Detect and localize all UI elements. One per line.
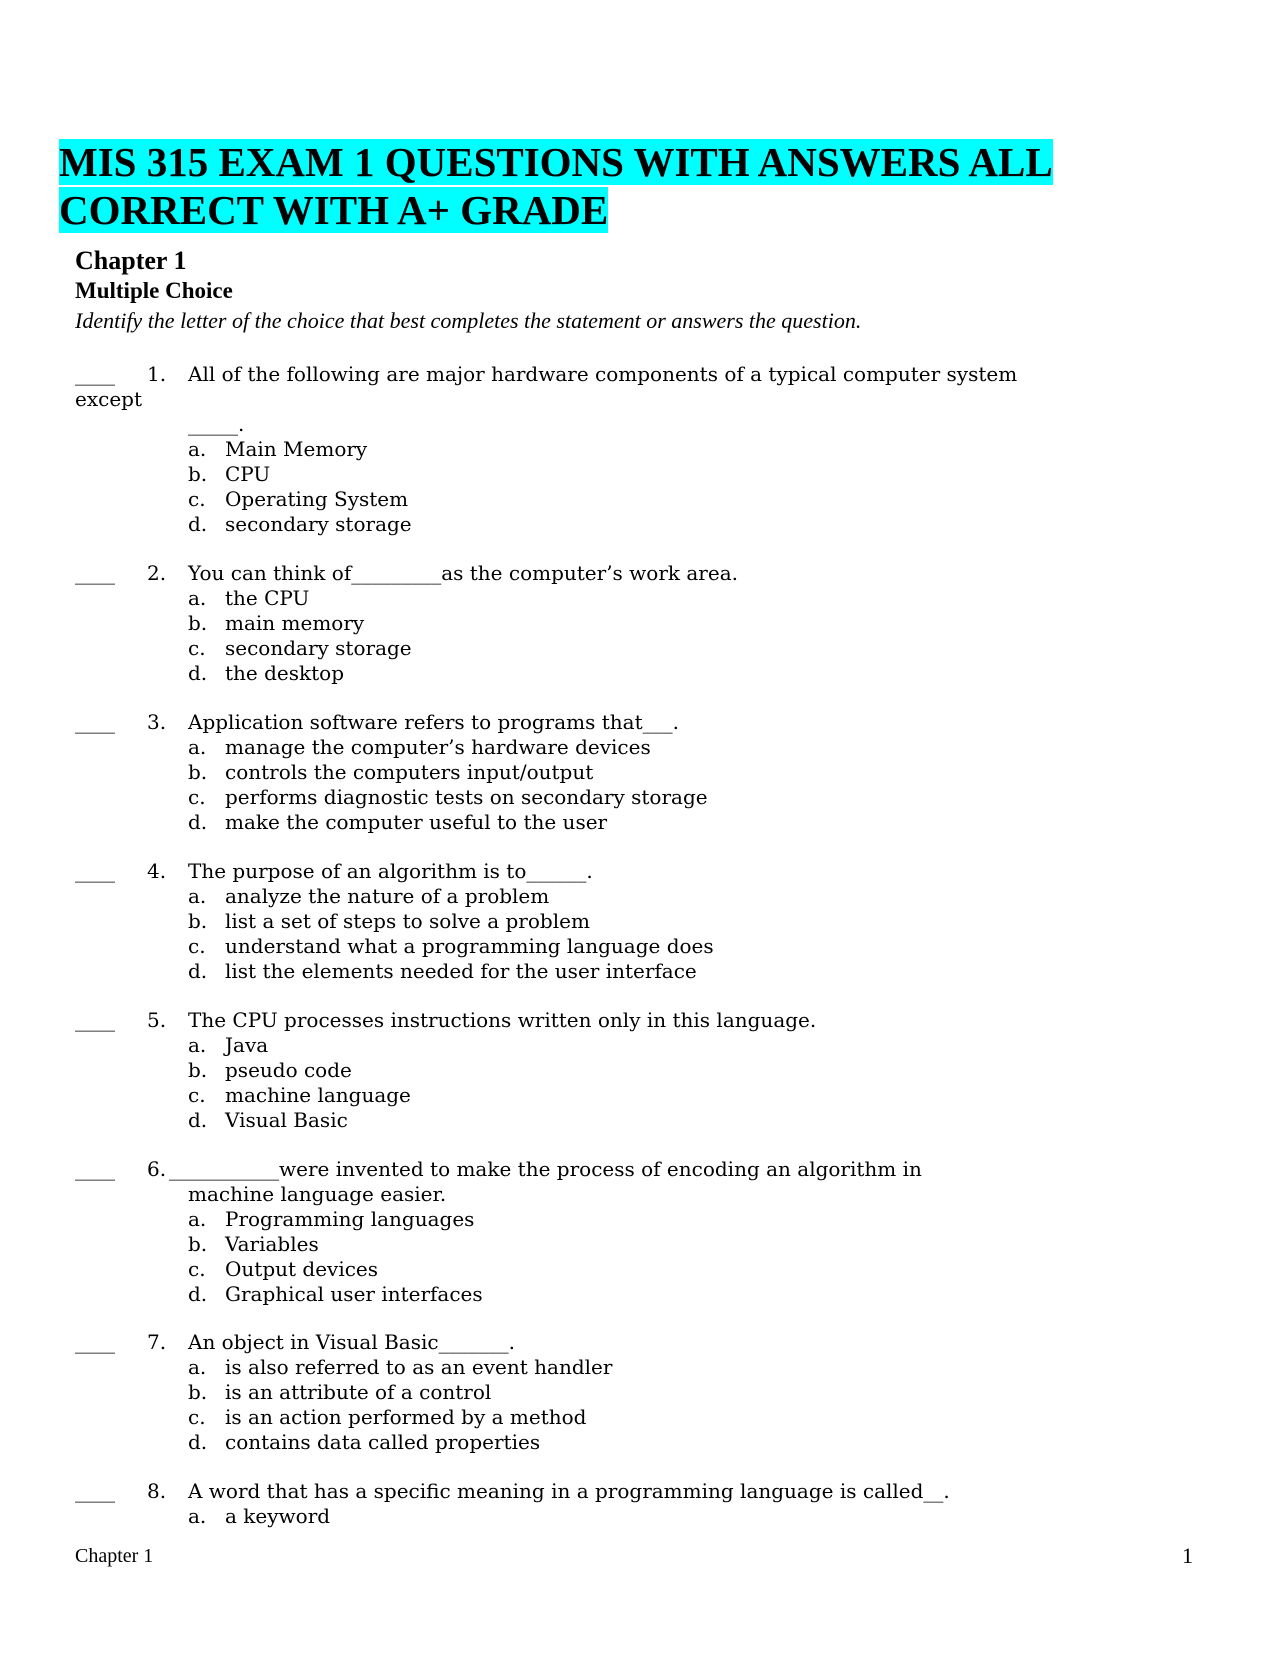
option-letter: a.: [188, 1504, 207, 1528]
question-text-continued: except: [75, 387, 142, 411]
option-b: [75, 1058, 1205, 1083]
option-a: [75, 1033, 1205, 1058]
option-text: performs diagnostic tests on secondary storage: [225, 785, 708, 809]
option-list: [75, 586, 1205, 686]
option-list: [75, 735, 1205, 835]
answer-blank: ____: [75, 1330, 115, 1354]
answer-blank: ____: [75, 1157, 115, 1181]
question-line: [75, 1008, 1205, 1033]
option-list: [75, 1207, 1205, 1307]
question-number: 4.: [147, 859, 167, 883]
option-text: Visual Basic: [225, 1108, 348, 1132]
option-text: is an action performed by a method: [225, 1405, 587, 1429]
option-letter: d.: [188, 512, 208, 536]
option-letter: b.: [188, 909, 208, 933]
option-a: [75, 586, 1205, 611]
option-text: Variables: [225, 1232, 319, 1256]
option-b: [75, 1380, 1205, 1405]
option-letter: d.: [188, 1430, 208, 1454]
option-d: [75, 512, 1205, 537]
question-text: You can think of_________as the computer’s work area.: [188, 561, 738, 585]
option-text: pseudo code: [225, 1058, 352, 1082]
option-letter: b.: [188, 1380, 208, 1404]
answer-blank: ____: [75, 1479, 115, 1503]
option-text: Programming languages: [225, 1207, 475, 1231]
option-c: [75, 636, 1205, 661]
option-c: [75, 487, 1205, 512]
option-a: [75, 1355, 1205, 1380]
option-d: [75, 1430, 1205, 1455]
option-a: [75, 1504, 1205, 1529]
question-line: [75, 859, 1205, 884]
option-text: secondary storage: [225, 512, 412, 536]
question-7: [75, 1330, 1205, 1455]
question-number: 3.: [147, 710, 167, 734]
question-text: The CPU processes instructions written only in this language.: [188, 1008, 817, 1032]
question-1: [75, 362, 1205, 537]
option-letter: a.: [188, 437, 207, 461]
option-list: [75, 437, 1205, 537]
question-blank-continued: _____.: [188, 412, 245, 436]
option-letter: b.: [188, 1058, 208, 1082]
option-list: [75, 1355, 1205, 1455]
question-line: [75, 1157, 1205, 1182]
question-text: All of the following are major hardware components of a typical computer system: [188, 362, 1018, 386]
answer-blank: ____: [75, 362, 115, 386]
option-text: the desktop: [225, 661, 345, 685]
option-text: contains data called properties: [225, 1430, 541, 1454]
option-text: Output devices: [225, 1257, 379, 1281]
question-number: 1.: [147, 362, 167, 386]
question-text: The purpose of an algorithm is to______.: [188, 859, 593, 883]
option-text: Main Memory: [225, 437, 368, 461]
question-number: 5.: [147, 1008, 167, 1032]
option-letter: d.: [188, 661, 208, 685]
option-letter: c.: [188, 1257, 206, 1281]
question-8: [75, 1479, 1205, 1529]
answer-blank: ____: [75, 1008, 115, 1032]
option-d: [75, 959, 1205, 984]
option-b: [75, 909, 1205, 934]
option-c: [75, 1257, 1205, 1282]
option-text: machine language: [225, 1083, 411, 1107]
option-letter: a.: [188, 1033, 207, 1057]
option-letter: b.: [188, 611, 208, 635]
option-letter: a.: [188, 586, 207, 610]
question-number: 7.: [147, 1330, 167, 1354]
option-text: secondary storage: [225, 636, 412, 660]
option-letter: b.: [188, 462, 208, 486]
option-text: a keyword: [225, 1504, 331, 1528]
option-c: [75, 934, 1205, 959]
question-6: [75, 1157, 1205, 1307]
question-line: [75, 1330, 1205, 1355]
question-text: A word that has a specific meaning in a programming language is called__.: [188, 1479, 950, 1503]
section-heading: Multiple Choice: [75, 278, 233, 303]
option-letter: c.: [188, 1083, 206, 1107]
footer-chapter: Chapter 1: [75, 1545, 154, 1567]
option-a: [75, 884, 1205, 909]
answer-blank: ____: [75, 859, 115, 883]
option-text: manage the computer’s hardware devices: [225, 735, 651, 759]
option-letter: a.: [188, 1207, 207, 1231]
option-letter: c.: [188, 785, 206, 809]
question-text: ___________were invented to make the process of encoding an algorithm in: [169, 1157, 922, 1181]
option-a: [75, 1207, 1205, 1232]
option-text: controls the computers input/output: [225, 760, 594, 784]
option-text: Operating System: [225, 487, 409, 511]
page-title: [59, 138, 1099, 234]
instructions: Identify the letter of the choice that best completes the statement or answers the question.: [75, 308, 862, 333]
option-text: analyze the nature of a problem: [225, 884, 550, 908]
option-text: the CPU: [225, 586, 310, 610]
question-line: [75, 1479, 1205, 1504]
option-letter: d.: [188, 810, 208, 834]
option-a: [75, 437, 1205, 462]
question-line: [75, 362, 1205, 387]
question-line: [75, 561, 1205, 586]
option-text: understand what a programming language does: [225, 934, 714, 958]
option-list: [75, 1504, 1205, 1529]
answer-blank: ____: [75, 710, 115, 734]
option-letter: b.: [188, 760, 208, 784]
option-letter: a.: [188, 735, 207, 759]
option-list: [75, 1033, 1205, 1133]
option-text: Graphical user interfaces: [225, 1282, 483, 1306]
question-3: [75, 710, 1205, 835]
question-5: [75, 1008, 1205, 1133]
chapter-heading: Chapter 1: [75, 246, 187, 275]
option-letter: d.: [188, 1108, 208, 1132]
option-letter: a.: [188, 884, 207, 908]
question-4: [75, 859, 1205, 984]
option-d: [75, 661, 1205, 686]
option-c: [75, 1083, 1205, 1108]
option-text: main memory: [225, 611, 365, 635]
question-text-continued: machine language easier.: [188, 1182, 447, 1206]
question-number: 8.: [147, 1479, 167, 1503]
page-number: 1: [1182, 1543, 1193, 1568]
option-text: is an attribute of a control: [225, 1380, 492, 1404]
option-c: [75, 785, 1205, 810]
option-text: Java: [225, 1033, 269, 1057]
option-a: [75, 735, 1205, 760]
question-2: [75, 561, 1205, 686]
option-d: [75, 810, 1205, 835]
option-b: [75, 462, 1205, 487]
question-number: 2.: [147, 561, 167, 585]
option-text: list the elements needed for the user interface: [225, 959, 697, 983]
option-letter: c.: [188, 487, 206, 511]
option-letter: b.: [188, 1232, 208, 1256]
option-b: [75, 611, 1205, 636]
option-b: [75, 1232, 1205, 1257]
option-text: CPU: [225, 462, 271, 486]
option-text: list a set of steps to solve a problem: [225, 909, 590, 933]
option-d: [75, 1108, 1205, 1133]
option-letter: c.: [188, 636, 206, 660]
option-letter: c.: [188, 934, 206, 958]
option-text: is also referred to as an event handler: [225, 1355, 613, 1379]
option-letter: a.: [188, 1355, 207, 1379]
option-letter: d.: [188, 1282, 208, 1306]
question-number: 6.: [147, 1157, 167, 1181]
answer-blank: ____: [75, 561, 115, 585]
option-letter: c.: [188, 1405, 206, 1429]
question-text: An object in Visual Basic_______.: [188, 1330, 515, 1354]
page-title-highlight: MIS 315 EXAM 1 QUESTIONS WITH ANSWERS ALL CORRECT WITH A+ GRADE: [59, 139, 1053, 233]
question-text: Application software refers to programs that___.: [188, 710, 679, 734]
option-letter: d.: [188, 959, 208, 983]
question-line: [75, 710, 1205, 735]
option-d: [75, 1282, 1205, 1307]
option-list: [75, 884, 1205, 984]
option-c: [75, 1405, 1205, 1430]
option-b: [75, 760, 1205, 785]
option-text: make the computer useful to the user: [225, 810, 608, 834]
